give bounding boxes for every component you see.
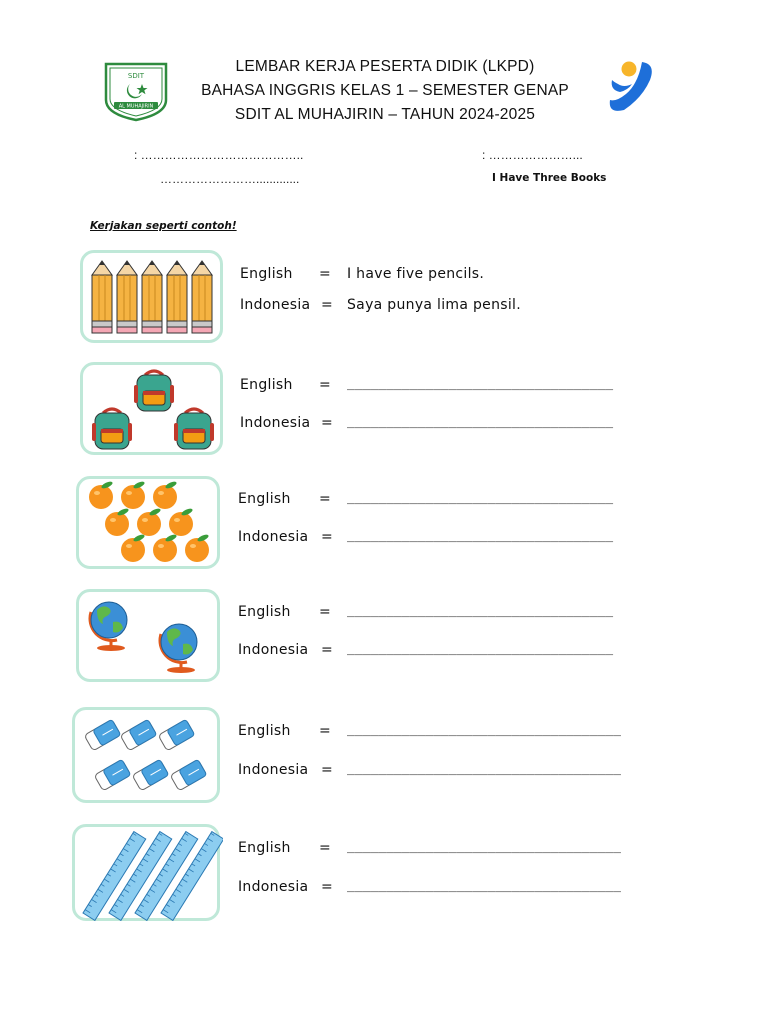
indonesia-label: Indonesia: [238, 529, 309, 545]
indonesia-answer-blank[interactable]: ___________________________________: [347, 761, 621, 776]
logo-text: SDIT: [127, 72, 145, 80]
indonesia-label: Indonesia: [240, 415, 311, 431]
indonesia-answer-blank[interactable]: __________________________________: [347, 528, 614, 543]
indonesia-answer-blank[interactable]: __________________________________: [347, 414, 614, 429]
equals-sign: =: [319, 723, 331, 739]
equals-sign: =: [319, 266, 331, 282]
indonesia-label: Indonesia: [238, 642, 309, 658]
logo-banner-text: AL MUHAJIRIN: [118, 103, 154, 110]
worksheet-subtitle: BAHASA INGGRIS KELAS 1 – SEMESTER GENAP: [201, 82, 569, 99]
equals-sign: =: [319, 491, 331, 507]
picture-card-globes: [76, 589, 220, 682]
english-label: English: [238, 604, 291, 620]
equals-sign: =: [321, 415, 333, 431]
name-field[interactable]: : …………………………………..: [134, 148, 304, 162]
indonesia-answer: Saya punya lima pensil.: [347, 297, 521, 313]
backpack-icon: [83, 365, 226, 458]
worksheet-title: LEMBAR KERJA PESERTA DIDIK (LKPD): [235, 58, 535, 75]
pencil-icon: [83, 253, 226, 346]
indonesia-answer-blank[interactable]: ___________________________________: [347, 878, 621, 893]
english-label: English: [240, 377, 293, 393]
eraser-icon: [75, 710, 223, 806]
picture-card-backpacks: [80, 362, 223, 455]
date-field[interactable]: : …………………...: [482, 148, 583, 162]
equals-sign: =: [321, 529, 333, 545]
theme-label: I Have Three Books: [492, 172, 607, 184]
english-answer-blank[interactable]: ___________________________________: [347, 839, 621, 854]
equals-sign: =: [319, 377, 331, 393]
indonesia-label: Indonesia: [238, 879, 309, 895]
english-answer-blank[interactable]: __________________________________: [347, 490, 614, 505]
equals-sign: =: [319, 840, 331, 856]
english-answer-blank[interactable]: ___________________________________: [347, 722, 621, 737]
instruction-text: Kerjakan seperti contoh!: [90, 220, 237, 232]
picture-card-rulers: [72, 824, 220, 921]
equals-sign: =: [321, 879, 333, 895]
equals-sign: =: [321, 642, 333, 658]
globe-icon: [79, 592, 223, 685]
english-label: English: [238, 723, 291, 739]
english-label: English: [240, 266, 293, 282]
english-label: English: [238, 491, 291, 507]
class-field[interactable]: …………………….............: [160, 172, 300, 186]
english-answer: I have five pencils.: [347, 266, 485, 282]
picture-card-oranges: [76, 476, 220, 569]
english-label: English: [238, 840, 291, 856]
picture-card-erasers: [72, 707, 220, 803]
english-answer-blank[interactable]: __________________________________: [347, 376, 614, 391]
orange-icon: [79, 479, 223, 572]
ruler-icon: [75, 827, 223, 924]
indonesia-label: Indonesia: [240, 297, 311, 313]
english-answer-blank[interactable]: __________________________________: [347, 603, 614, 618]
school-name: SDIT AL MUHAJIRIN – TAHUN 2024-2025: [234, 106, 536, 123]
indonesia-label: Indonesia: [238, 762, 309, 778]
equals-sign: =: [319, 604, 331, 620]
equals-sign: =: [321, 297, 333, 313]
equals-sign: =: [321, 762, 333, 778]
indonesia-answer-blank[interactable]: __________________________________: [347, 641, 614, 656]
picture-card-pencils: [80, 250, 223, 343]
